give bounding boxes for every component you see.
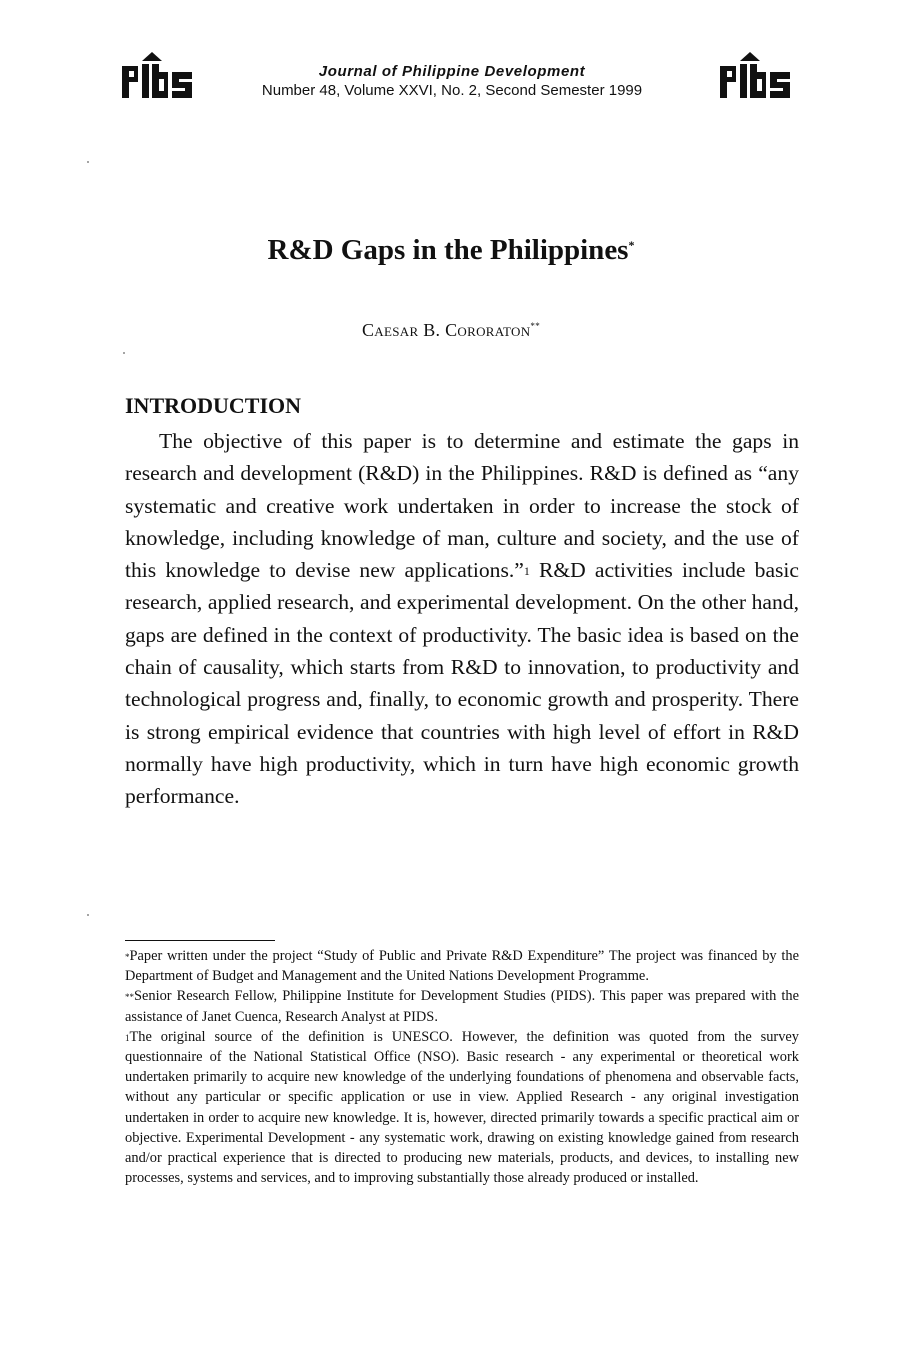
scan-speck [87,161,89,163]
intro-paragraph [125,425,799,813]
pids-logo-right [716,52,794,100]
footnote-mark: * [125,952,130,962]
intro-paragraph-text: The objective of this paper is to determine and estimate the gaps in research and development (R&D) in the Philippines. R&D is defined as “any systematic and creative work undertaken in order to increase the stock of knowledge, including knowledge of man, culture and society, and the use of this knowledge to devise new applications.” [125,429,799,583]
author-name: Caesar B. Cororaton [362,320,531,340]
footnote-text: Paper written under the project “Study of Public and Private R&D Expenditure” The project was financed by the Department of Budget and Management and the United Nations Development Programme. [125,948,799,985]
footnote-divider [125,940,275,941]
footnote-mark: ** [125,992,134,1003]
paper-author [0,320,902,341]
footnote-text: The original source of the definition is UNESCO. However, the definition was quoted from the survey questionnaire of the National Statistical Office (NSO). Basic research - any experimental or theoretical work undertaken primarily to acquire new knowledge of the underlying foundations of phenomena and observable facts, without any particular or specific application or use in view. Applied Research - any original investigation undertaken in order to acquire new knowledge. It is, however, directed primarily towards a specific practical aim or objective. Experimental Development - any systematic work, drawing on existing knowledge gained from research and/or practical experience that is directed to producing new materials, products, and devices, to installing new processes, systems and services, and to improving substantially those already produced or installed. [125,1028,799,1187]
title-footnote-mark: * [628,238,635,252]
pids-logo-left [118,52,196,100]
scan-speck [123,352,125,354]
journal-header [230,62,674,100]
paper-title [0,234,902,267]
footnote [125,946,799,986]
intro-paragraph-continued: R&D activities include basic research, applied research, and experimental development. On the other hand, gaps are defined in the context of productivity. The basic idea is based on the chain of causality, which starts from R&D to innovation, to productivity and technological progress and, finally, to economic growth and prosperity. There is strong empirical evidence that countries with high level of effort in R&D normally have high productivity, which in turn have high economic growth performance. [125,558,800,809]
journal-issue: Number 48, Volume XXVI, No. 2, Second Semester 1999 [261,82,643,99]
footnote-ref: 1 [523,564,530,579]
footnote [125,1027,799,1189]
footnote [125,986,799,1026]
scan-speck [87,914,89,916]
footnote-mark: 1 [125,1032,130,1043]
pids-logo-icon [716,52,794,100]
journal-name: Journal of Philippine Development [318,63,586,80]
paper-title-text: R&D Gaps in the Philippines [267,234,629,266]
section-heading: INTRODUCTION [125,393,302,418]
author-footnote-mark: ** [530,321,540,331]
pids-logo-icon [118,52,196,100]
footnote-text: Senior Research Fellow, Philippine Institute for Development Studies (PIDS). This paper was prepared with the assistance of Janet Cuenca, Research Analyst at PIDS. [125,988,799,1025]
footnotes [125,946,799,1188]
